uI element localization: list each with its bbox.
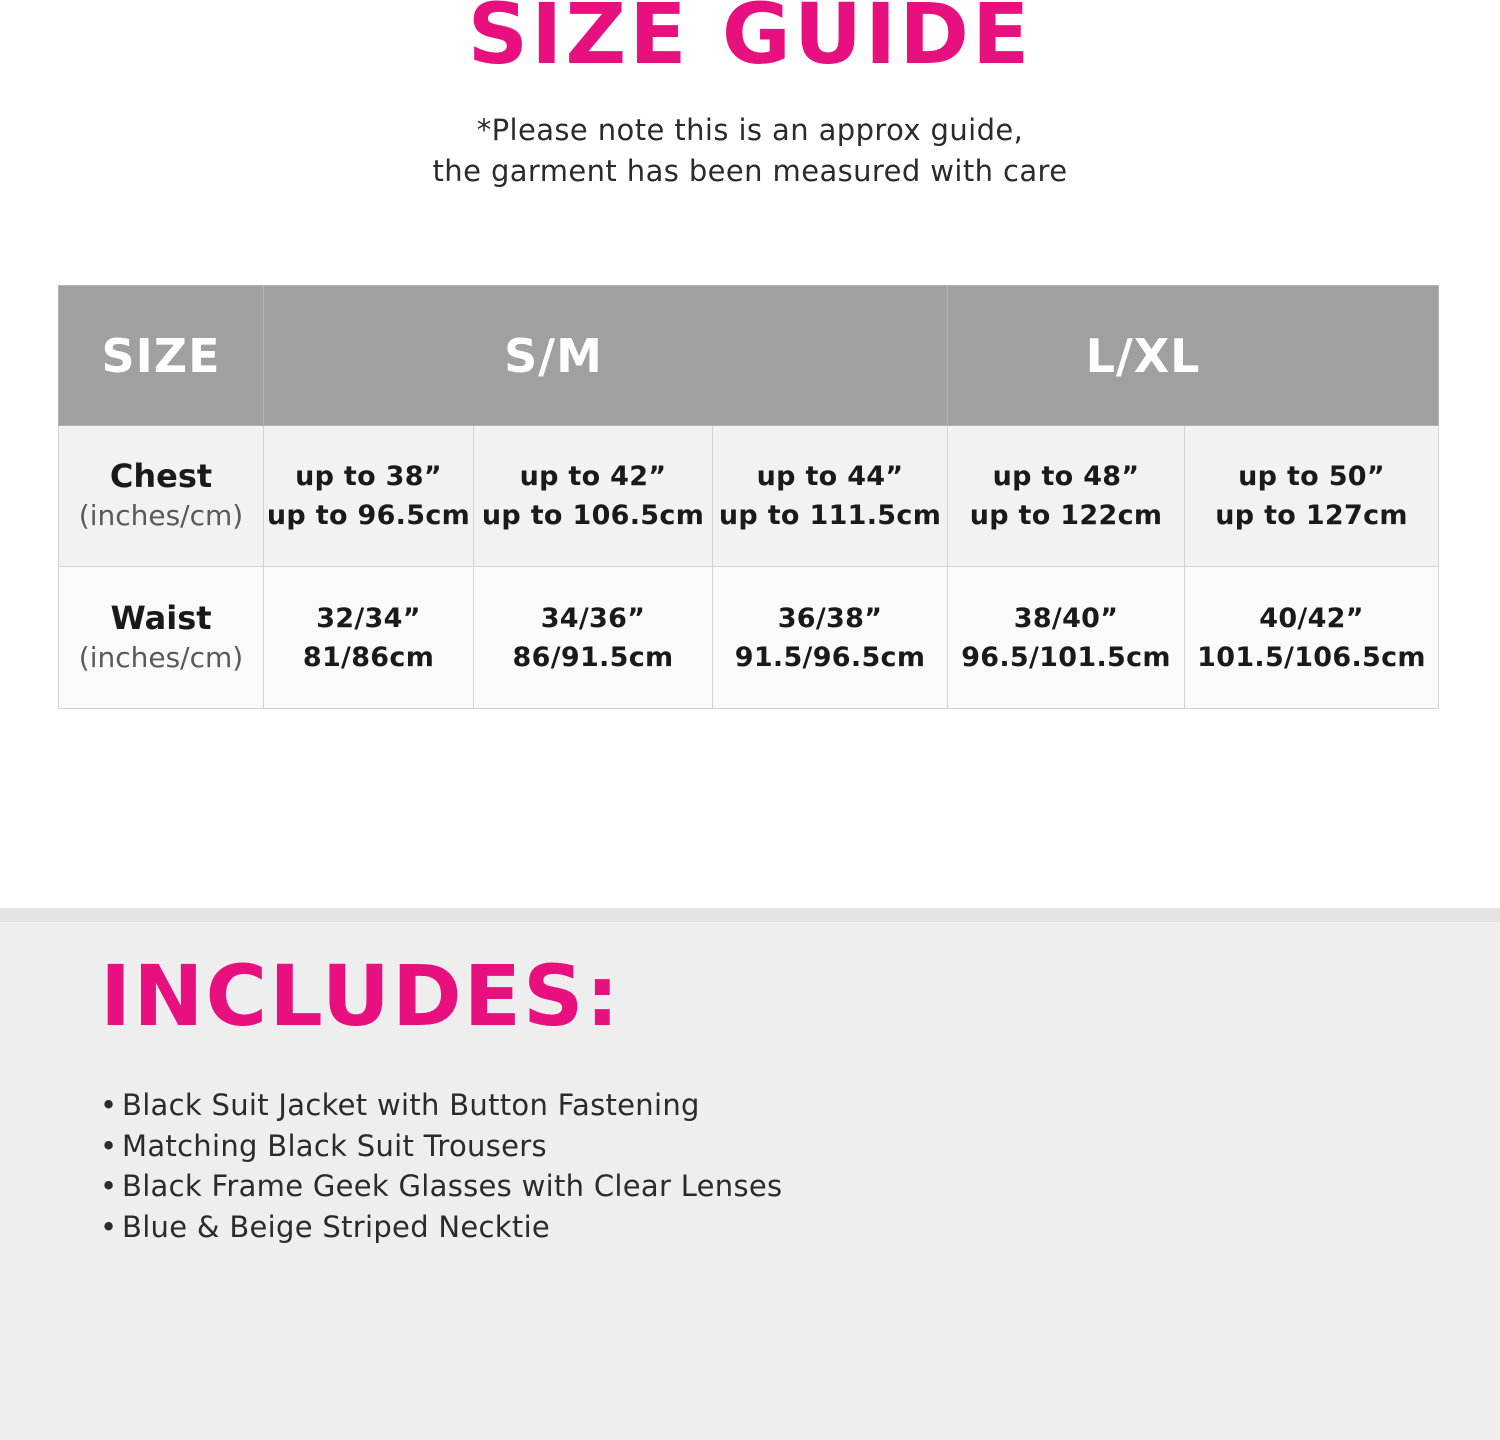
table-cell [1185, 426, 1439, 567]
table-row-chest [59, 426, 1439, 567]
bullet-icon: • [100, 1128, 118, 1163]
cell-cm: 86/91.5cm [512, 641, 674, 673]
cell-inches: 38/40” [1013, 602, 1119, 634]
chest-label-cell [59, 426, 264, 567]
table-cell [948, 567, 1185, 709]
list-item-text: Black Suit Jacket with Button Fastening [122, 1088, 700, 1122]
includes-title: INCLUDES: [100, 947, 622, 1045]
size-header-cell [59, 286, 264, 426]
list-item [100, 1207, 782, 1248]
bullet-icon: • [100, 1088, 118, 1122]
cell-cm: 91.5/96.5cm [734, 641, 926, 673]
row-label: Waist [110, 598, 212, 637]
note-line-1: *Please note this is an approx guide, [476, 113, 1024, 147]
list-item [100, 1085, 782, 1126]
row-unit: (inches/cm) [78, 640, 244, 674]
lxl-header-label: L/XL [1085, 328, 1201, 383]
cell-cm: up to 122cm [969, 500, 1163, 531]
sm-header-label: S/M [504, 328, 603, 383]
cell-inches: up to 44” [756, 461, 904, 492]
table-cell [264, 567, 474, 709]
table-cell [713, 426, 948, 567]
table-cell [713, 567, 948, 709]
list-item [100, 1126, 782, 1167]
table-cell [948, 426, 1185, 567]
table-cell [1185, 567, 1439, 709]
cell-cm: up to 127cm [1215, 500, 1408, 531]
table-cell [474, 567, 713, 709]
includes-list [100, 1085, 782, 1247]
list-item-text: Blue & Beige Striped Necktie [122, 1209, 551, 1244]
cell-inches: 36/38” [777, 602, 883, 634]
size-guide-title: SIZE GUIDE [467, 0, 1033, 83]
cell-cm: up to 111.5cm [718, 500, 942, 531]
cell-inches: up to 48” [992, 461, 1140, 492]
size-header-label: SIZE [101, 328, 221, 383]
table-row-waist [59, 567, 1439, 709]
table-cell [474, 426, 713, 567]
cell-cm: 101.5/106.5cm [1197, 641, 1426, 673]
list-item [100, 1166, 782, 1207]
cell-cm: up to 96.5cm [266, 500, 471, 531]
cell-inches: 34/36” [540, 602, 646, 634]
note-line-2: the garment has been measured with care [432, 154, 1068, 188]
cell-cm: 81/86cm [302, 641, 435, 673]
bullet-icon: • [100, 1209, 118, 1244]
bullet-icon: • [100, 1169, 118, 1203]
list-item-text: Black Frame Geek Glasses with Clear Lenses [122, 1169, 783, 1203]
cell-inches: 32/34” [316, 602, 421, 634]
table-header-row [59, 286, 1439, 426]
size-table [58, 285, 1439, 709]
waist-label-cell [59, 567, 264, 709]
cell-inches: up to 50” [1238, 461, 1385, 492]
cell-inches: up to 38” [295, 461, 442, 492]
cell-inches: 40/42” [1259, 602, 1364, 634]
table-cell [264, 426, 474, 567]
list-item-text: Matching Black Suit Trousers [122, 1128, 547, 1163]
cell-inches: up to 42” [519, 461, 667, 492]
row-label: Chest [109, 457, 213, 495]
row-unit: (inches/cm) [78, 499, 244, 532]
cell-cm: up to 106.5cm [481, 500, 705, 531]
cell-cm: 96.5/101.5cm [961, 641, 1171, 673]
lxl-header-cell [948, 286, 1439, 426]
measurement-note [0, 110, 1500, 192]
sm-header-cell [264, 286, 948, 426]
